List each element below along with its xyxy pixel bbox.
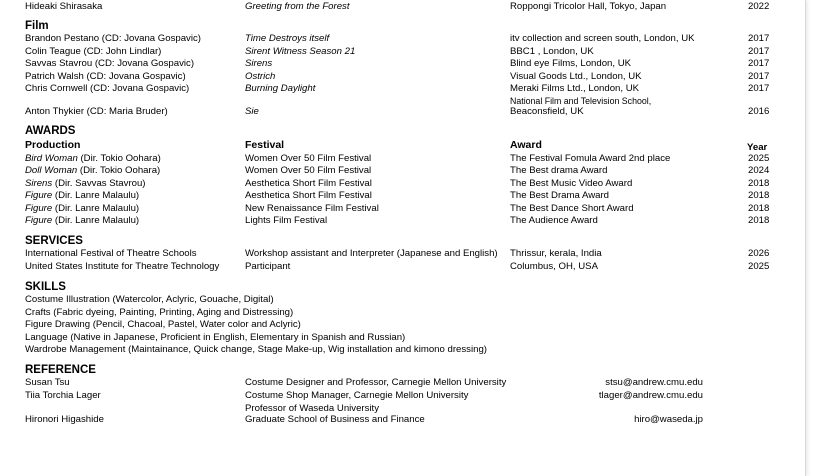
film-row [0,46,805,58]
film-row [0,58,805,70]
director-name: Anton Thykier (CD: Maria Bruder) [25,106,168,117]
year: 2018 [748,177,770,189]
award: The Festival Fomula Award 2nd place [510,153,671,164]
director-name: Brandon Pestano (CD: Jovana Gospavic) [25,33,201,44]
reference-row [0,414,805,426]
venue: BBC1 , London, UK [510,45,594,57]
year: 2024 [748,165,770,177]
production-title: Bird Woman [25,153,78,164]
award: The Audience Award [510,215,598,226]
reference-email: stsu@andrew.cmu.edu [605,377,703,388]
production-title: Doll Woman [25,165,78,177]
award-row [0,215,805,227]
reference-name: Tiia Torchia Lager [25,390,101,401]
service-organization: United States Institute for Theatre Technology [25,261,220,272]
reference-name: Susan Tsu [25,377,70,388]
reference-heading: REFERENCE [25,364,96,376]
award-row [0,153,805,165]
service-row [0,261,805,273]
awards-col-festival: Festival [245,139,285,151]
film-row [0,71,805,83]
stage-credit-row [0,1,805,13]
award-row [0,190,805,202]
production-title: Figure [25,202,53,214]
skill-row [0,307,805,319]
skill-row [0,332,805,344]
film-row [0,83,805,95]
festival: Aesthetica Short Film Festival [245,177,372,189]
director-name: Savvas Stavrou (CD: Jovana Gospavic) [25,58,195,69]
service-role: Participant [245,261,291,272]
skill-row [0,344,805,356]
production-title: Figure [25,190,53,202]
skill-item: Figure Drawing (Pencil, Chacoal, Pastel, Water color and Aclyric) [25,319,301,330]
year: 2016 [748,106,770,117]
skills-heading: SKILLS [25,281,66,293]
year: 2022 [748,1,770,12]
service-place: Columbus, OH, USA [510,261,598,272]
year: 2017 [748,70,770,82]
award-row [0,178,805,190]
director-name: Chris Cornwell (CD: Jovana Gospavic) [25,83,190,94]
production-director: (Dir. Savvas Stavrou) [52,177,146,189]
reference-row [0,377,805,389]
award: The Best drama Award [510,165,608,177]
award-production [25,215,139,227]
production-director: (Dir. Tokio Oohara) [77,153,161,164]
year: 2018 [748,190,770,202]
production-title: Ostrich [245,70,276,82]
reference-title: Professor of Waseda University [245,403,380,414]
festival: Lights Film Festival [245,215,328,226]
year: 2025 [748,261,770,272]
reference-name: Hironori Higashide [25,414,104,425]
reference-email: hiro@waseda.jp [634,414,703,425]
director-name: Colin Teague (CD: John Lindlar) [25,45,162,57]
venue: Visual Goods Ltd., London, UK [510,70,642,82]
award: The Best Music Video Award [510,177,633,189]
year: 2017 [748,33,770,44]
director-name: Hideaki Shirasaka [25,1,103,12]
skill-row [0,319,805,331]
reference-title: Costume Designer and Professor, Carnegie Mellon University [245,377,507,388]
skill-item: Costume Illustration (Watercolor, Aclyric, Gouache, Digital) [25,294,274,305]
service-place: Thrissur, kerala, India [510,248,602,259]
reference-email: tlager@andrew.cmu.edu [598,390,703,401]
production-director: (Dir. Lanre Malaulu) [52,215,140,226]
reference-title-line-1 [0,403,805,415]
award-row [0,203,805,215]
venue: Beaconsfield, UK [510,106,584,117]
festival: Women Over 50 Film Festival [245,165,372,177]
festival: Women Over 50 Film Festival [245,153,372,164]
film-venue-line-2 [0,106,805,118]
venue: National Film and Television School, [510,96,652,106]
venue: Meraki Films Ltd., London, UK [510,83,640,94]
year: 2017 [748,45,770,57]
year: 2025 [748,153,770,164]
production-title: Burning Daylight [245,83,316,94]
award: The Best Dance Short Award [510,202,634,214]
production-director: (Dir. Lanre Malaulu) [52,202,140,214]
skill-item: Language (Native in Japanese, Proficient in English, Elementary in Spanish and Russian) [25,331,406,343]
awards-col-year: Year [747,142,768,153]
award-production [25,153,161,165]
venue: Blind eye Films, London, UK [510,58,632,69]
production-director: (Dir. Tokio Oohara) [77,165,161,177]
year: 2026 [748,248,770,259]
production-director: (Dir. Lanre Malaulu) [52,190,140,202]
service-role: Workshop assistant and Interpreter (Japanese and English) [245,248,498,259]
reference-title: Graduate School of Business and Finance [245,414,425,425]
year: 2018 [748,202,770,214]
reference-row [0,390,805,402]
year: 2017 [748,83,770,94]
production-title: Sie [245,106,259,117]
awards-heading: AWARDS [25,125,76,137]
award-production [25,178,146,190]
year: 2018 [748,215,770,226]
skill-item: Wardrobe Management (Maintainance, Quick change, Stage Make-up, Wig installation and kimono dressing) [25,344,487,355]
year: 2017 [748,58,770,69]
production-title: Greeting from the Forest [245,1,350,12]
awards-col-production: Production [25,139,81,151]
production-title: Sirens [245,58,273,69]
services-heading: SERVICES [25,235,83,247]
production-title: Sirent Witness Season 21 [245,45,356,57]
venue: itv collection and screen south, London, UK [510,33,695,44]
festival: New Renaissance Film Festival [245,202,379,214]
skill-item: Crafts (Fabric dyeing, Painting, Printing, Aging and Distressing) [25,306,294,318]
director-name: Patrich Walsh (CD: Jovana Gospavic) [25,70,186,82]
award-row [0,165,805,177]
film-heading: Film [25,20,49,32]
production-title: Figure [25,215,53,226]
reference-title: Costume Shop Manager, Carnegie Mellon University [245,390,469,401]
venue: Roppongi Tricolor Hall, Tokyo, Japan [510,1,667,12]
festival: Aesthetica Short Film Festival [245,190,372,202]
skill-row [0,294,805,306]
award-production [25,165,160,177]
award-production [25,203,139,215]
award: The Best Drama Award [510,190,610,202]
film-row [0,33,805,45]
production-title: Sirens [25,177,53,189]
service-row [0,248,805,260]
awards-col-award: Award [510,139,542,151]
production-title: Time Destroys itself [245,33,330,44]
service-organization: International Festival of Theatre Schools [25,248,197,259]
award-production [25,190,139,202]
